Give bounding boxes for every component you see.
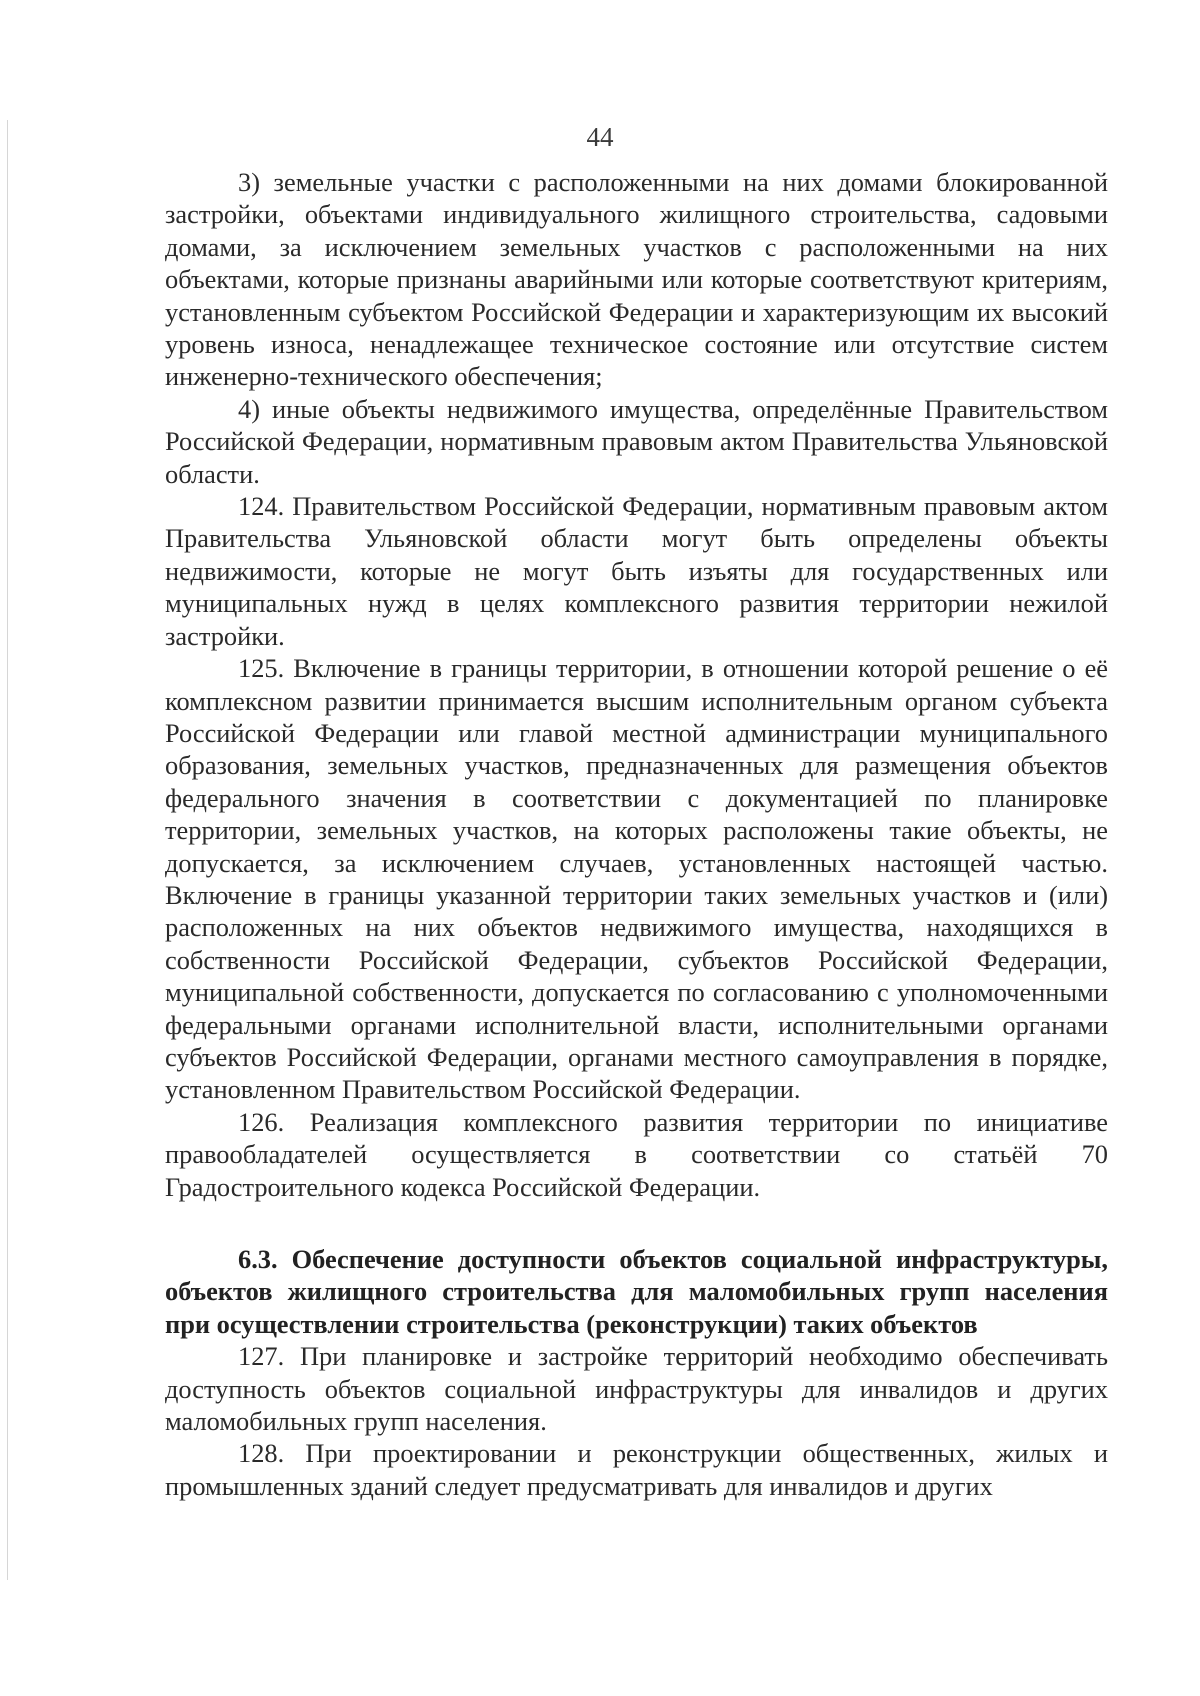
- paragraph-128: 128. При проектировании и реконструкции общественных, жилых и промышленных зданий следует предусматривать для инвалидов и других: [165, 1438, 1108, 1501]
- paragraph-124: 124. Правительством Российской Федерации, нормативным правовым актом Правительства Ульяновской области могут быть определены объекты недвижимости, которые не могут быть изъяты для государственных или муниципальных нужд в целях комплексного развития территории нежилой застройки.: [165, 491, 1108, 651]
- page-number: 44: [586, 122, 614, 152]
- paragraph-126: 126. Реализация комплексного развития территории по инициативе правообладателей осуществляется в соответствии со статьёй 70 Градостроительного кодекса Российской Федерации.: [165, 1106, 1108, 1202]
- paragraph-item-4: 4) иные объекты недвижимого имущества, определённые Правительством Российской Федерации, нормативным правовым актом Правительства Ульяновской области.: [165, 393, 1108, 489]
- section-heading-6-3: 6.3. Обеспечение доступности объектов социальной инфраструктуры, объектов жилищного строительства для маломобильных групп населения при осуществлении строительства (реконструкции) таких объектов: [165, 1244, 1108, 1339]
- scan-edge-line: [7, 120, 8, 1580]
- paragraph-127: 127. При планировке и застройке территорий необходимо обеспечивать доступность объектов социальной инфраструктуры для инвалидов и других маломобильных групп населения.: [165, 1341, 1108, 1437]
- paragraph-item-3: 3) земельные участки с расположенными на них домами блокированной застройки, объектами индивидуального жилищного строительства, садовыми домами, за исключением земельных участков с расположенными на них объектами, которые признаны аварийными или которые соответствуют критериям, установленным субъектом Российской Федерации и характеризующим их высокий уровень износа, ненадлежащее техническое состояние или отсутствие систем инженерно-технического обеспечения;: [165, 167, 1108, 392]
- document-body: [165, 166, 1108, 1502]
- paragraph-125: 125. Включение в границы территории, в отношении которой решение о её комплексном развитии принимается высшим исполнительным органом субъекта Российской Федерации или главой местной администрации муниципального образования, земельных участков, предназначенных для размещения объектов федерального значения в соответствии с документацией по планировке территории, земельных участков, на которых расположены такие объекты, не допускается, за исключением случаев, установленных настоящей частью. Включение в границы указанной территории таких земельных участков и (или) расположенных на них объектов недвижимого имущества, находящихся в собственности Российской Федерации, субъектов Российской Федерации, муниципальной собственности, допускается по согласованию с уполномоченными федеральными органами исполнительной власти, исполнительными органами субъектов Российской Федерации, органами местного самоуправления в порядке, установленном Правительством Российской Федерации.: [165, 653, 1108, 1105]
